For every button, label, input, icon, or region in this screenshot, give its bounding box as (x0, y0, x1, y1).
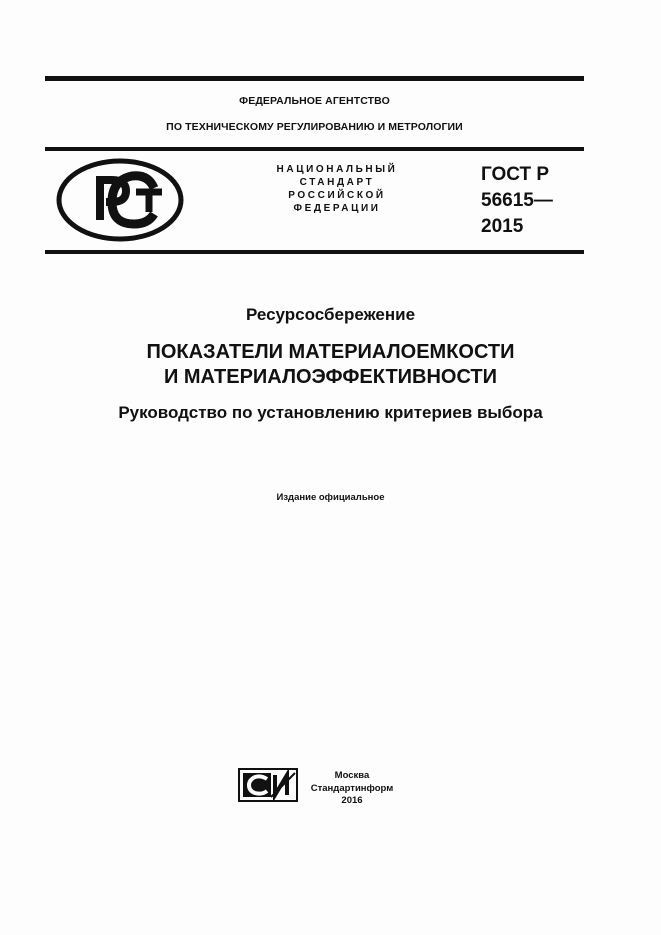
document-title (0, 340, 661, 390)
publisher-year: 2016 (341, 795, 363, 806)
rst-logo-icon (56, 158, 184, 242)
top-rule (45, 76, 584, 81)
gost-number-line: 56615— (481, 190, 553, 211)
national-line: ФЕДЕРАЦИИ (293, 203, 381, 214)
gost-number-line: 2015 (481, 216, 524, 237)
bottom-rule (45, 250, 584, 254)
title-line: И МАТЕРИАЛОЭФФЕКТИВНОСТИ (163, 366, 498, 388)
document-topic: Ресурсосбережение (245, 305, 416, 324)
publisher-name: Стандартинформ (310, 782, 394, 794)
agency-line-1: ФЕДЕРАЛЬНОЕ АГЕНТСТВО (239, 95, 390, 107)
gost-number-line: ГОСТ Р (481, 164, 550, 185)
document-subtitle: Руководство по установлению критериев выбора (118, 403, 543, 422)
standartinform-logo-icon (237, 767, 299, 803)
gost-number (481, 162, 553, 240)
national-standard-label (262, 163, 412, 215)
national-line: НАЦИОНАЛЬНЫЙ (276, 164, 398, 175)
middle-rule (45, 147, 584, 151)
national-line: СТАНДАРТ (299, 177, 375, 188)
publisher-block (300, 770, 404, 808)
edition-label: Издание официальное (276, 492, 385, 503)
publisher-city: Москва (334, 770, 370, 781)
agency-line-2: ПО ТЕХНИЧЕСКОМУ РЕГУЛИРОВАНИЮ И МЕТРОЛОГИИ (166, 121, 463, 133)
title-line: ПОКАЗАТЕЛИ МАТЕРИАЛОЕМКОСТИ (146, 341, 515, 363)
national-line: РОССИЙСКОЙ (288, 190, 386, 201)
